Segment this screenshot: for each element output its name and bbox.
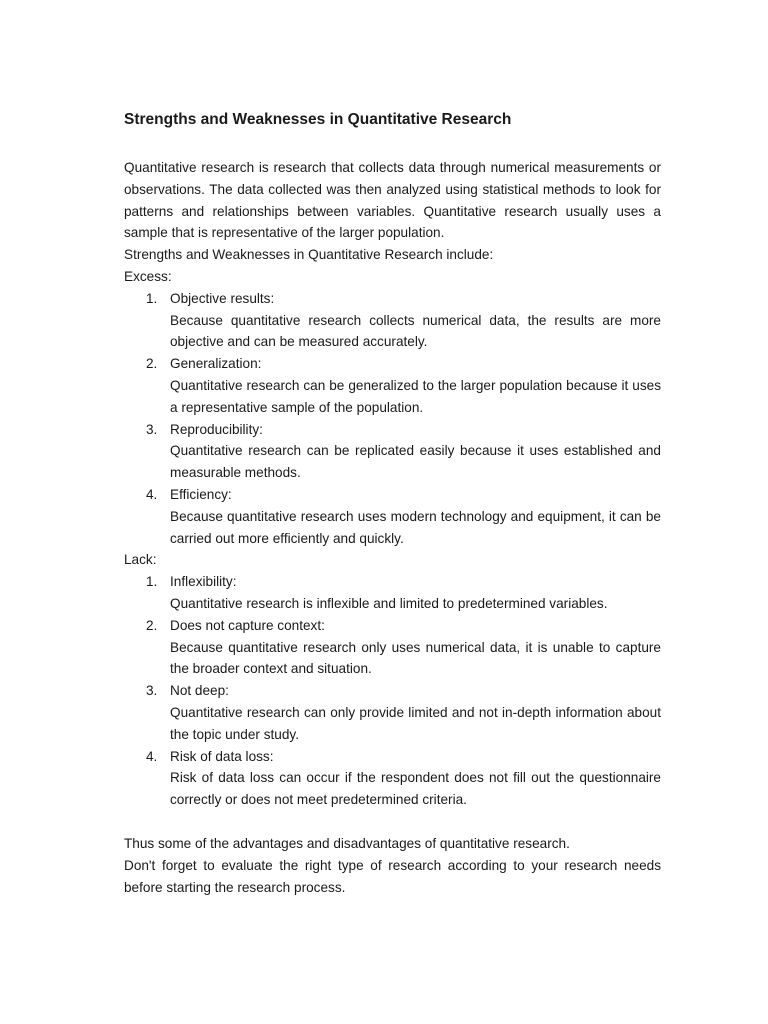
item-heading: Not deep: xyxy=(170,683,229,699)
item-number: 2. xyxy=(146,617,158,633)
item-description: Quantitative research can be generalized to the larger population because it uses a representative sample of the population. xyxy=(170,377,661,415)
item-heading: Efficiency: xyxy=(170,486,232,502)
weaknesses-list xyxy=(124,571,661,811)
document-title: Strengths and Weaknesses in Quantitative Research xyxy=(124,111,512,128)
item-number: 4. xyxy=(146,748,158,764)
list-item xyxy=(124,484,661,549)
item-description: Because quantitative research uses modern technology and equipment, it can be carried out more efficiently and quickly. xyxy=(170,508,661,546)
list-item xyxy=(124,746,661,811)
item-number: 3. xyxy=(146,421,158,437)
intro-paragraph: Quantitative research is research that collects data through numerical measurements or observations. The data collected was then analyzed using statistical methods to look for patterns and relationships between variables. Quantitative research usually uses a sample that is representative of the larger population. xyxy=(124,160,661,241)
item-description: Risk of data loss can occur if the respondent does not fill out the questionnaire correctly or does not meet predetermined criteria. xyxy=(170,770,661,808)
item-heading: Risk of data loss: xyxy=(170,748,274,764)
list-item xyxy=(124,353,661,418)
list-item xyxy=(124,571,661,615)
item-number: 4. xyxy=(146,486,158,502)
list-item xyxy=(124,288,661,353)
list-item xyxy=(124,615,661,680)
item-heading: Inflexibility: xyxy=(170,574,237,590)
item-number: 1. xyxy=(146,574,158,590)
item-description: Because quantitative research collects numerical data, the results are more objective and can be measured accurately. xyxy=(170,312,661,350)
item-heading: Objective results: xyxy=(170,290,275,306)
strengths-list xyxy=(124,288,661,550)
list-item xyxy=(124,419,661,484)
item-heading: Generalization: xyxy=(170,356,262,372)
lead-in-text: Strengths and Weaknesses in Quantitative Research include: xyxy=(124,247,494,263)
item-description: Because quantitative research only uses numerical data, it is unable to capture the broader context and situation. xyxy=(170,639,661,677)
item-heading: Reproducibility: xyxy=(170,421,263,437)
closing-summary: Thus some of the advantages and disadvantages of quantitative research. xyxy=(124,835,570,851)
item-description: Quantitative research can only provide limited and not in-depth information about the topic under study. xyxy=(170,704,661,742)
weaknesses-label: Lack: xyxy=(124,552,157,568)
item-heading: Does not capture context: xyxy=(170,617,325,633)
strengths-label: Excess: xyxy=(124,268,172,284)
item-number: 1. xyxy=(146,290,158,306)
item-number: 3. xyxy=(146,683,158,699)
closing-advice: Don't forget to evaluate the right type of research according to your research needs before starting the research process. xyxy=(124,857,661,895)
item-description: Quantitative research is inflexible and limited to predetermined variables. xyxy=(170,595,608,611)
document-page xyxy=(124,108,661,898)
item-description: Quantitative research can be replicated easily because it uses established and measurable methods. xyxy=(170,443,661,481)
item-number: 2. xyxy=(146,356,158,372)
list-item xyxy=(124,680,661,745)
